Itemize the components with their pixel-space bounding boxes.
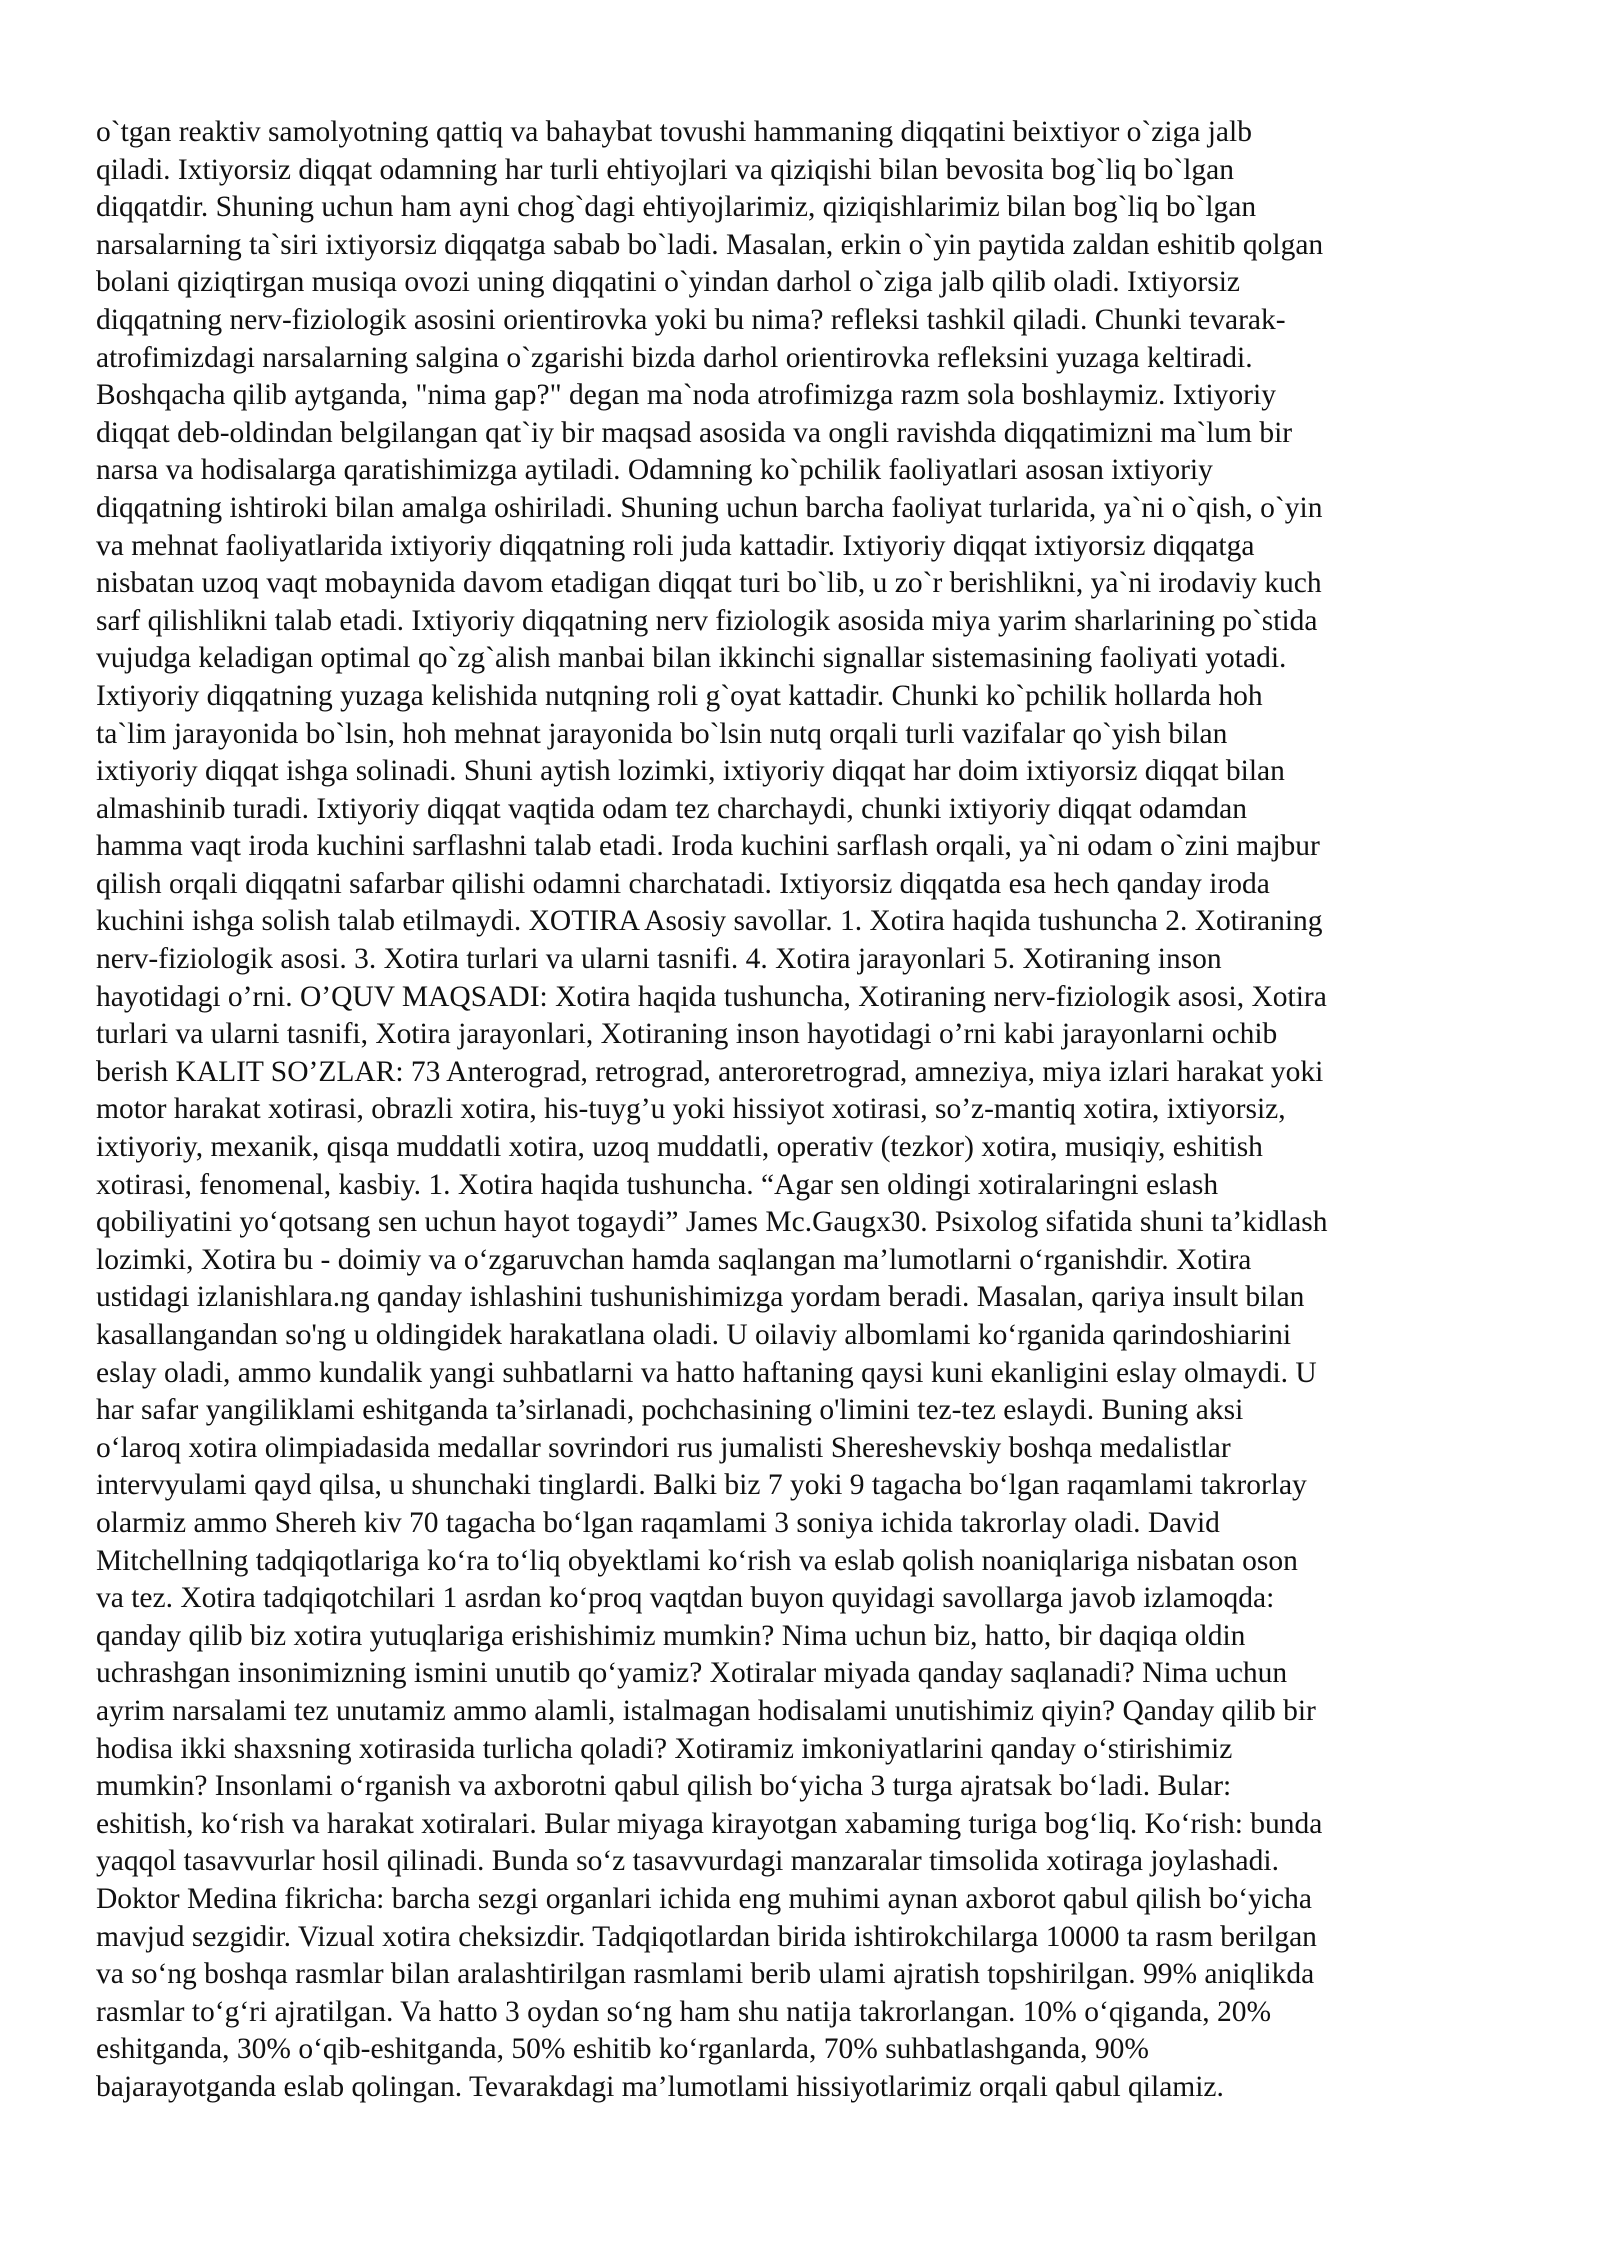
- text-line: diqqatdir. Shuning uchun ham ayni chog`dagi ehtiyojlarimiz, qiziqishlarimiz bilan bog`liq bo`lgan: [96, 191, 1257, 224]
- text-line: Boshqacha qilib aytganda, "nima gap?" degan ma`noda atrofimizga razm sola boshlaymiz. Ixtiyoriy: [96, 379, 1276, 412]
- text-line: eslay oladi, ammo kundalik yangi suhbatlarni va hatto haftaning qaysi kuni ekanligini eslay olmaydi. U: [96, 1356, 1317, 1389]
- text-line: uchrashgan insonimizning ismini unutib qo‘yamiz? Xotiralar miyada qanday saqlanadi? Nima uchun: [96, 1657, 1288, 1690]
- text-line: hamma vaqt iroda kuchini sarflashni talab etadi. Iroda kuchini sarflash orqali, ya`ni odam o`zini majbur: [96, 830, 1320, 863]
- text-line: o‘laroq xotira olimpiadasida medallar sovrindori rus jumalisti Shereshevskiy boshqa medalistlar: [96, 1431, 1231, 1464]
- text-line: qilish orqali diqqatni safarbar qilishi odamni charchatadi. Ixtiyorsiz diqqatda esa hech qanday iroda: [96, 867, 1270, 900]
- text-line: diqqat deb-oldindan belgilangan qat`iy bir maqsad asosida va ongli ravishda diqqatimizni ma`lum bir: [96, 416, 1293, 449]
- text-line: vujudga keladigan optimal qo`zg`alish manbai bilan ikkinchi signallar sistemasining faoliyati yotadi.: [96, 642, 1287, 675]
- text-line: Ixtiyoriy diqqatning yuzaga kelishida nutqning roli g`oyat kattadir. Chunki ko`pchilik hollarda hoh: [96, 679, 1263, 712]
- text-line: nisbatan uzoq vaqt mobaynida davom etadigan diqqat turi bo`lib, u zo`r berishlikni, ya`ni irodaviy kuch: [96, 567, 1322, 600]
- text-line: motor harakat xotirasi, obrazli xotira, his-tuyg’u yoki hissiyot xotirasi, so’z-mantiq xotira, ixtiyorsiz,: [96, 1093, 1286, 1126]
- text-line: eshitish, ko‘rish va harakat xotiralari. Bular miyaga kirayotgan xabaming turiga bog‘liq. Ko‘rish: bunda: [96, 1807, 1323, 1840]
- text-line: ixtiyoriy, mexanik, qisqa muddatli xotira, uzoq muddatli, operativ (tezkor) xotira, musiqiy, eshitish: [96, 1131, 1263, 1164]
- text-line: qanday qilib biz xotira yutuqlariga erishishimiz mumkin? Nima uchun biz, hatto, bir daqiqa oldin: [96, 1619, 1246, 1652]
- text-line: nerv-fiziologik asosi. 3. Xotira turlari va ularni tasnifi. 4. Xotira jarayonlari 5. Xotiraning inson: [96, 943, 1222, 976]
- text-line: hayotidagi o’rni. O’QUV MAQSADI: Xotira haqida tushuncha, Xotiraning nerv-fiziologik asosi, Xotira: [96, 980, 1327, 1013]
- text-line: va so‘ng boshqa rasmlar bilan aralashtirilgan rasmlami berib ulami ajratish topshirilgan. 99% aniqlikda: [96, 1958, 1315, 1991]
- text-line: diqqatning ishtiroki bilan amalga oshiriladi. Shuning uchun barcha faoliyat turlarida, ya`ni o`qish, o`yin: [96, 491, 1323, 524]
- text-line: qobiliyatini yo‘qotsang sen uchun hayot togaydi” James Mc.Gaugx30. Psixolog sifatida shuni ta’kidlash: [96, 1206, 1328, 1239]
- body-text: [96, 114, 1506, 2106]
- text-line: kasallangandan so'ng u oldingidek harakatlana oladi. U oilaviy albomlami ko‘rganida qarindoshiarini: [96, 1319, 1292, 1351]
- text-line: xotirasi, fenomenal, kasbiy. 1. Xotira haqida tushuncha. “Agar sen oldingi xotiralaringni eslash: [96, 1168, 1219, 1201]
- text-line: turlari va ularni tasnifi, Xotira jarayonlari, Xotiraning inson hayotidagi o’rni kabi jarayonlarni ochib: [96, 1018, 1278, 1051]
- text-line: intervyulami qayd qilsa, u shunchaki tinglardi. Balki biz 7 yoki 9 tagacha bo‘lgan raqamlami takrorlay: [96, 1469, 1307, 1502]
- text-line: Mitchellning tadqiqotlariga ko‘ra to‘liq obyektlami ko‘rish va eslab qolish noaniqlariga nisbatan oson: [96, 1544, 1298, 1577]
- text-line: lozimki, Xotira bu - doimiy va o‘zgaruvchan hamda saqlangan ma’lumotlarni o‘rganishdir. Xotira: [96, 1243, 1252, 1276]
- text-line: olarmiz ammo Shereh kiv 70 tagacha bo‘lgan raqamlami 3 soniya ichida takrorlay oladi. David: [96, 1506, 1220, 1539]
- text-line: bolani qiziqtirgan musiqa ovozi uning diqqatini o`yindan darhol o`ziga jalb qilib oladi. Ixtiyorsiz: [96, 266, 1241, 299]
- text-line: atrofimizdagi narsalarning salgina o`zgarishi bizda darhol orientirovka refleksini yuzaga keltiradi.: [96, 341, 1253, 374]
- text-line: ayrim narsalami tez unutamiz ammo alamli, istalmagan hodisalami unutishimiz qiyin? Qanday qilib bir: [96, 1694, 1316, 1727]
- text-line: diqqatning nerv-fiziologik asosini orientirovka yoki bu nima? refleksi tashkil qiladi. Chunki tevarak-: [96, 303, 1286, 336]
- text-line: yaqqol tasavvurlar hosil qilinadi. Bunda so‘z tasavvurdagi manzaralar timsolida xotiraga joylashadi.: [96, 1845, 1279, 1878]
- text-line: rasmlar to‘g‘ri ajratilgan. Va hatto 3 oydan so‘ng ham shu natija takrorlangan. 10% o‘qiganda, 20%: [96, 1995, 1272, 2028]
- text-line: ixtiyoriy diqqat ishga solinadi. Shuni aytish lozimki, ixtiyoriy diqqat har doim ixtiyorsiz diqqat bilan: [96, 755, 1285, 788]
- text-line: sarf qilishlikni talab etadi. Ixtiyoriy diqqatning nerv fiziologik asosida miya yarim sharlarining po`stida: [96, 604, 1318, 637]
- text-line: hodisa ikki shaxsning xotirasida turlicha qoladi? Xotiramiz imkoniyatlarini qanday o‘stirishimiz: [96, 1732, 1233, 1765]
- text-line: kuchini ishga solish talab etilmaydi. XOTIRA Asosiy savollar. 1. Xotira haqida tushuncha 2. Xotiraning: [96, 905, 1323, 938]
- text-line: narsa va hodisalarga qaratishimizga aytiladi. Odamning ko`pchilik faoliyatlari asosan ixtiyoriy: [96, 454, 1213, 487]
- text-line: har safar yangiliklami eshitganda ta’sirlanadi, pochchasining o'limini tez-tez eslaydi. Buning aksi: [96, 1394, 1244, 1427]
- text-line: bajarayotganda eslab qolingan. Tevarakdagi ma’lumotlami hissiyotlarimiz orqali qabul qilamiz.: [96, 2070, 1224, 2103]
- text-line: ustidagi izlanishlara.ng qanday ishlashini tushunishimizga yordam beradi. Masalan, qariya insult bilan: [96, 1281, 1305, 1314]
- text-line: ta`lim jarayonida bo`lsin, hoh mehnat jarayonida bo`lsin nutq orqali turli vazifalar qo`yish bilan: [96, 717, 1228, 750]
- text-line: narsalarning ta`siri ixtiyorsiz diqqatga sabab bo`ladi. Masalan, erkin o`yin paytida zaldan eshitib qolgan: [96, 228, 1324, 261]
- text-line: Doktor Medina fikricha: barcha sezgi organlari ichida eng muhimi aynan axborot qabul qilish bo‘yicha: [96, 1882, 1312, 1915]
- text-line: berish KALIT SO’ZLAR: 73 Anterograd, retrograd, anteroretrograd, amneziya, miya izlari harakat yoki: [96, 1055, 1324, 1088]
- text-line: va mehnat faoliyatlarida ixtiyoriy diqqatning roli juda kattadir. Ixtiyoriy diqqat ixtiyorsiz diqqatga: [96, 529, 1255, 562]
- text-line: qiladi. Ixtiyorsiz diqqat odamning har turli ehtiyojlari va qiziqishi bilan bevosita bog`liq bo`lgan: [96, 153, 1234, 186]
- text-line: mumkin? Insonlami o‘rganish va axborotni qabul qilish bo‘yicha 3 turga ajratsak bo‘ladi. Bular:: [96, 1770, 1232, 1803]
- text-line: almashinib turadi. Ixtiyoriy diqqat vaqtida odam tez charchaydi, chunki ixtiyoriy diqqat odamdan: [96, 792, 1248, 825]
- text-line: eshitganda, 30% o‘qib-eshitganda, 50% eshitib ko‘rganlarda, 70% suhbatlashganda, 90%: [96, 2033, 1149, 2066]
- text-line: mavjud sezgidir. Vizual xotira cheksizdir. Tadqiqotlardan birida ishtirokchilarga 10000 ta rasm berilgan: [96, 1920, 1317, 1953]
- text-line: o`tgan reaktiv samolyotning qattiq va bahaybat tovushi hammaning diqqatini beixtiyor o`ziga jalb: [96, 116, 1252, 148]
- text-line: va tez. Xotira tadqiqotchilari 1 asrdan ko‘proq vaqtdan buyon quyidagi savollarga javob izlamoqda:: [96, 1582, 1275, 1615]
